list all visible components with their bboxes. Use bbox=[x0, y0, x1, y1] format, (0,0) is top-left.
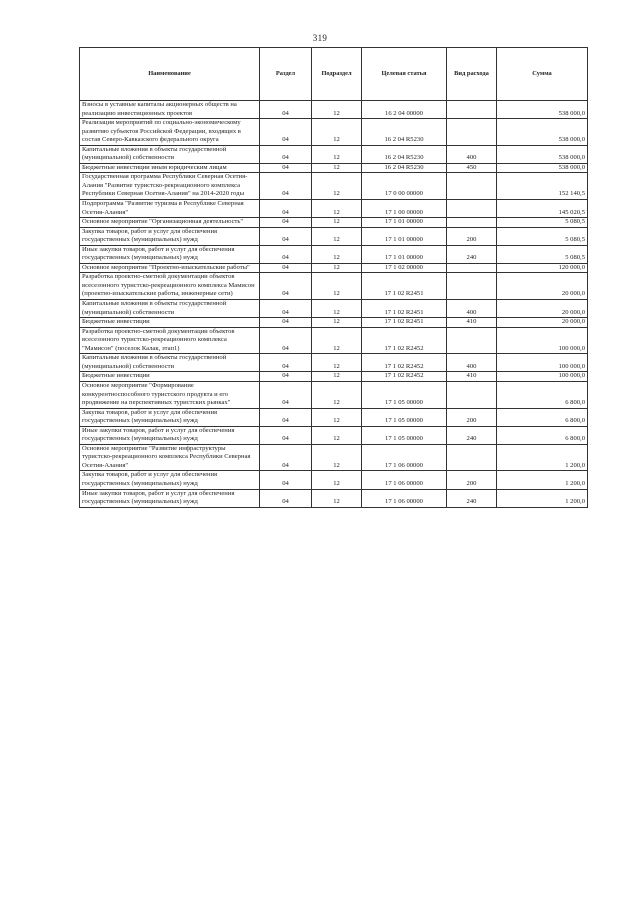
row-type: 410 bbox=[447, 318, 497, 328]
row-razdel: 04 bbox=[260, 263, 312, 273]
table-row bbox=[80, 173, 588, 200]
table-row bbox=[80, 200, 588, 218]
row-amount: 6 800,0 bbox=[497, 408, 588, 426]
row-name: Капитальные вложения в объекты государственной (муниципальной) собственности bbox=[80, 354, 260, 372]
table-row bbox=[80, 318, 588, 328]
row-target: 17 1 05 00000 bbox=[362, 426, 447, 444]
row-type bbox=[447, 218, 497, 228]
row-target: 16 2 04 R5230 bbox=[362, 163, 447, 173]
row-target: 17 1 06 00000 bbox=[362, 489, 447, 507]
row-amount: 5 080,5 bbox=[497, 218, 588, 228]
row-amount: 145 020,5 bbox=[497, 200, 588, 218]
table-row bbox=[80, 327, 588, 354]
row-type bbox=[447, 101, 497, 119]
row-target: 17 1 02 R2452 bbox=[362, 354, 447, 372]
row-podrazdel: 12 bbox=[312, 227, 362, 245]
row-amount: 5 080,5 bbox=[497, 245, 588, 263]
row-name: Разработка проектно-сметной документации объектов всесезонного туристско-рекреационного комплекса "Мамисон" (поселок Калак, этап1) bbox=[80, 327, 260, 354]
table-row bbox=[80, 426, 588, 444]
row-type bbox=[447, 327, 497, 354]
row-target: 16 2 04 R5230 bbox=[362, 119, 447, 146]
row-razdel: 04 bbox=[260, 300, 312, 318]
row-name: Подпрограмма "Развитие туризма в Республике Северная Осетия-Алания" bbox=[80, 200, 260, 218]
header-type: Вид расхода bbox=[447, 48, 497, 101]
row-podrazdel: 12 bbox=[312, 327, 362, 354]
row-razdel: 04 bbox=[260, 173, 312, 200]
table-row bbox=[80, 471, 588, 489]
row-amount: 6 800,0 bbox=[497, 426, 588, 444]
row-name: Реализация мероприятий по социально-экономическому развитию субъектов Российской Федерации, входящих в состав Северо-Кавказского федерального округа bbox=[80, 119, 260, 146]
row-razdel: 04 bbox=[260, 318, 312, 328]
row-amount: 20 000,0 bbox=[497, 273, 588, 300]
row-type bbox=[447, 200, 497, 218]
row-amount: 100 000,0 bbox=[497, 354, 588, 372]
row-amount: 1 200,0 bbox=[497, 471, 588, 489]
row-podrazdel: 12 bbox=[312, 318, 362, 328]
row-razdel: 04 bbox=[260, 408, 312, 426]
row-target: 17 0 00 00000 bbox=[362, 173, 447, 200]
table-row bbox=[80, 300, 588, 318]
row-podrazdel: 12 bbox=[312, 163, 362, 173]
row-razdel: 04 bbox=[260, 372, 312, 382]
table-row bbox=[80, 354, 588, 372]
row-name: Основное мероприятие "Проектно-изыскательские работы" bbox=[80, 263, 260, 273]
row-razdel: 04 bbox=[260, 471, 312, 489]
row-podrazdel: 12 bbox=[312, 354, 362, 372]
row-type: 200 bbox=[447, 471, 497, 489]
row-type: 400 bbox=[447, 145, 497, 163]
row-razdel: 04 bbox=[260, 200, 312, 218]
table-row bbox=[80, 163, 588, 173]
row-type: 200 bbox=[447, 227, 497, 245]
row-type bbox=[447, 173, 497, 200]
row-target: 17 1 01 00000 bbox=[362, 227, 447, 245]
row-type: 410 bbox=[447, 372, 497, 382]
row-razdel: 04 bbox=[260, 101, 312, 119]
row-target: 17 1 06 00000 bbox=[362, 471, 447, 489]
row-target: 17 1 00 00000 bbox=[362, 200, 447, 218]
row-podrazdel: 12 bbox=[312, 444, 362, 471]
row-amount: 1 200,0 bbox=[497, 489, 588, 507]
row-razdel: 04 bbox=[260, 426, 312, 444]
row-podrazdel: 12 bbox=[312, 381, 362, 408]
header-podrazdel: Подраздел bbox=[312, 48, 362, 101]
row-target: 17 1 02 R2452 bbox=[362, 372, 447, 382]
header-amount: Сумма bbox=[497, 48, 588, 101]
table-row bbox=[80, 145, 588, 163]
row-name: Бюджетные инвестиции bbox=[80, 318, 260, 328]
row-razdel: 04 bbox=[260, 354, 312, 372]
row-razdel: 04 bbox=[260, 163, 312, 173]
row-name: Бюджетные инвестиции иным юридическим лицам bbox=[80, 163, 260, 173]
row-type bbox=[447, 444, 497, 471]
table-row bbox=[80, 381, 588, 408]
row-type: 200 bbox=[447, 408, 497, 426]
table-row bbox=[80, 101, 588, 119]
table-row bbox=[80, 227, 588, 245]
row-razdel: 04 bbox=[260, 119, 312, 146]
row-name: Иные закупки товаров, работ и услуг для обеспечения государственных (муниципальных) нужд bbox=[80, 426, 260, 444]
row-target: 16 2 04 R5230 bbox=[362, 145, 447, 163]
table-row bbox=[80, 489, 588, 507]
row-name: Закупка товаров, работ и услуг для обеспечения государственных (муниципальных) нужд bbox=[80, 471, 260, 489]
table-row bbox=[80, 408, 588, 426]
row-type: 450 bbox=[447, 163, 497, 173]
row-target: 17 1 02 R2451 bbox=[362, 300, 447, 318]
row-razdel: 04 bbox=[260, 489, 312, 507]
row-type: 400 bbox=[447, 300, 497, 318]
row-amount: 152 140,5 bbox=[497, 173, 588, 200]
row-type bbox=[447, 119, 497, 146]
row-name: Иные закупки товаров, работ и услуг для обеспечения государственных (муниципальных) нужд bbox=[80, 245, 260, 263]
row-type bbox=[447, 381, 497, 408]
budget-table bbox=[79, 47, 588, 508]
row-name: Основное мероприятие "Развитие инфраструктуры туристско-рекреационного комплекса Республики Северная Осетия-Алания" bbox=[80, 444, 260, 471]
row-name: Бюджетные инвестиции bbox=[80, 372, 260, 382]
row-amount: 100 000,0 bbox=[497, 327, 588, 354]
table-row bbox=[80, 263, 588, 273]
row-target: 17 1 02 R2451 bbox=[362, 273, 447, 300]
row-type bbox=[447, 263, 497, 273]
header-name: Наименование bbox=[80, 48, 260, 101]
row-podrazdel: 12 bbox=[312, 426, 362, 444]
row-amount: 6 800,0 bbox=[497, 381, 588, 408]
row-name: Капитальные вложения в объекты государственной (муниципальной) собственности bbox=[80, 145, 260, 163]
row-podrazdel: 12 bbox=[312, 245, 362, 263]
row-podrazdel: 12 bbox=[312, 145, 362, 163]
row-amount: 20 000,0 bbox=[497, 300, 588, 318]
row-name: Закупка товаров, работ и услуг для обеспечения государственных (муниципальных) нужд bbox=[80, 227, 260, 245]
row-podrazdel: 12 bbox=[312, 372, 362, 382]
row-podrazdel: 12 bbox=[312, 173, 362, 200]
row-podrazdel: 12 bbox=[312, 218, 362, 228]
row-razdel: 04 bbox=[260, 227, 312, 245]
row-target: 17 1 06 00000 bbox=[362, 444, 447, 471]
page-number: 319 bbox=[312, 33, 328, 43]
table-row bbox=[80, 119, 588, 146]
row-podrazdel: 12 bbox=[312, 408, 362, 426]
row-amount: 20 000,0 bbox=[497, 318, 588, 328]
table-row bbox=[80, 218, 588, 228]
row-podrazdel: 12 bbox=[312, 471, 362, 489]
row-type: 240 bbox=[447, 489, 497, 507]
row-amount: 120 000,0 bbox=[497, 263, 588, 273]
row-target: 17 1 02 00000 bbox=[362, 263, 447, 273]
row-amount: 1 200,0 bbox=[497, 444, 588, 471]
row-type: 240 bbox=[447, 426, 497, 444]
row-target: 17 1 01 00000 bbox=[362, 218, 447, 228]
row-name: Основное мероприятие "Формирование конкурентноспособного туристского продукта и его продвижение на перспективных туристских рынках" bbox=[80, 381, 260, 408]
row-podrazdel: 12 bbox=[312, 119, 362, 146]
row-name: Разработка проектно-сметной документации объектов всесезонного туристско-рекреационного комплекса Мамисон (проектно-изыскательские работы, инженерные сети) bbox=[80, 273, 260, 300]
table-row bbox=[80, 372, 588, 382]
table-body bbox=[80, 101, 588, 508]
row-podrazdel: 12 bbox=[312, 200, 362, 218]
row-name: Капитальные вложения в объекты государственной (муниципальной) собственности bbox=[80, 300, 260, 318]
table-row bbox=[80, 273, 588, 300]
row-type bbox=[447, 273, 497, 300]
table-header-row bbox=[80, 48, 588, 101]
row-name: Основное мероприятие "Организационная деятельность" bbox=[80, 218, 260, 228]
row-razdel: 04 bbox=[260, 218, 312, 228]
row-amount: 100 000,0 bbox=[497, 372, 588, 382]
row-amount: 538 000,0 bbox=[497, 163, 588, 173]
row-name: Государственная программа Республики Северная Осетия-Алания "Развитие туристско-рекреационного комплекса Республики Северная Осетия-Алания" на 2014-2020 годы bbox=[80, 173, 260, 200]
header-target: Целевая статья bbox=[362, 48, 447, 101]
row-target: 16 2 04 00000 bbox=[362, 101, 447, 119]
header-razdel: Раздел bbox=[260, 48, 312, 101]
row-podrazdel: 12 bbox=[312, 489, 362, 507]
row-razdel: 04 bbox=[260, 245, 312, 263]
row-podrazdel: 12 bbox=[312, 101, 362, 119]
row-razdel: 04 bbox=[260, 145, 312, 163]
row-podrazdel: 12 bbox=[312, 300, 362, 318]
row-amount: 538 000,0 bbox=[497, 119, 588, 146]
row-target: 17 1 02 R2451 bbox=[362, 318, 447, 328]
row-razdel: 04 bbox=[260, 381, 312, 408]
row-amount: 5 080,5 bbox=[497, 227, 588, 245]
row-amount: 538 000,0 bbox=[497, 101, 588, 119]
table-row bbox=[80, 245, 588, 263]
row-podrazdel: 12 bbox=[312, 273, 362, 300]
row-target: 17 1 01 00000 bbox=[362, 245, 447, 263]
row-podrazdel: 12 bbox=[312, 263, 362, 273]
row-target: 17 1 05 00000 bbox=[362, 381, 447, 408]
row-razdel: 04 bbox=[260, 327, 312, 354]
row-name: Взносы в уставные капиталы акционерных обществ на реализацию инвестиционных проектов bbox=[80, 101, 260, 119]
row-type: 400 bbox=[447, 354, 497, 372]
table-row bbox=[80, 444, 588, 471]
row-name: Закупка товаров, работ и услуг для обеспечения государственных (муниципальных) нужд bbox=[80, 408, 260, 426]
row-razdel: 04 bbox=[260, 273, 312, 300]
row-target: 17 1 02 R2452 bbox=[362, 327, 447, 354]
row-target: 17 1 05 00000 bbox=[362, 408, 447, 426]
row-name: Иные закупки товаров, работ и услуг для обеспечения государственных (муниципальных) нужд bbox=[80, 489, 260, 507]
row-type: 240 bbox=[447, 245, 497, 263]
row-razdel: 04 bbox=[260, 444, 312, 471]
row-amount: 538 000,0 bbox=[497, 145, 588, 163]
